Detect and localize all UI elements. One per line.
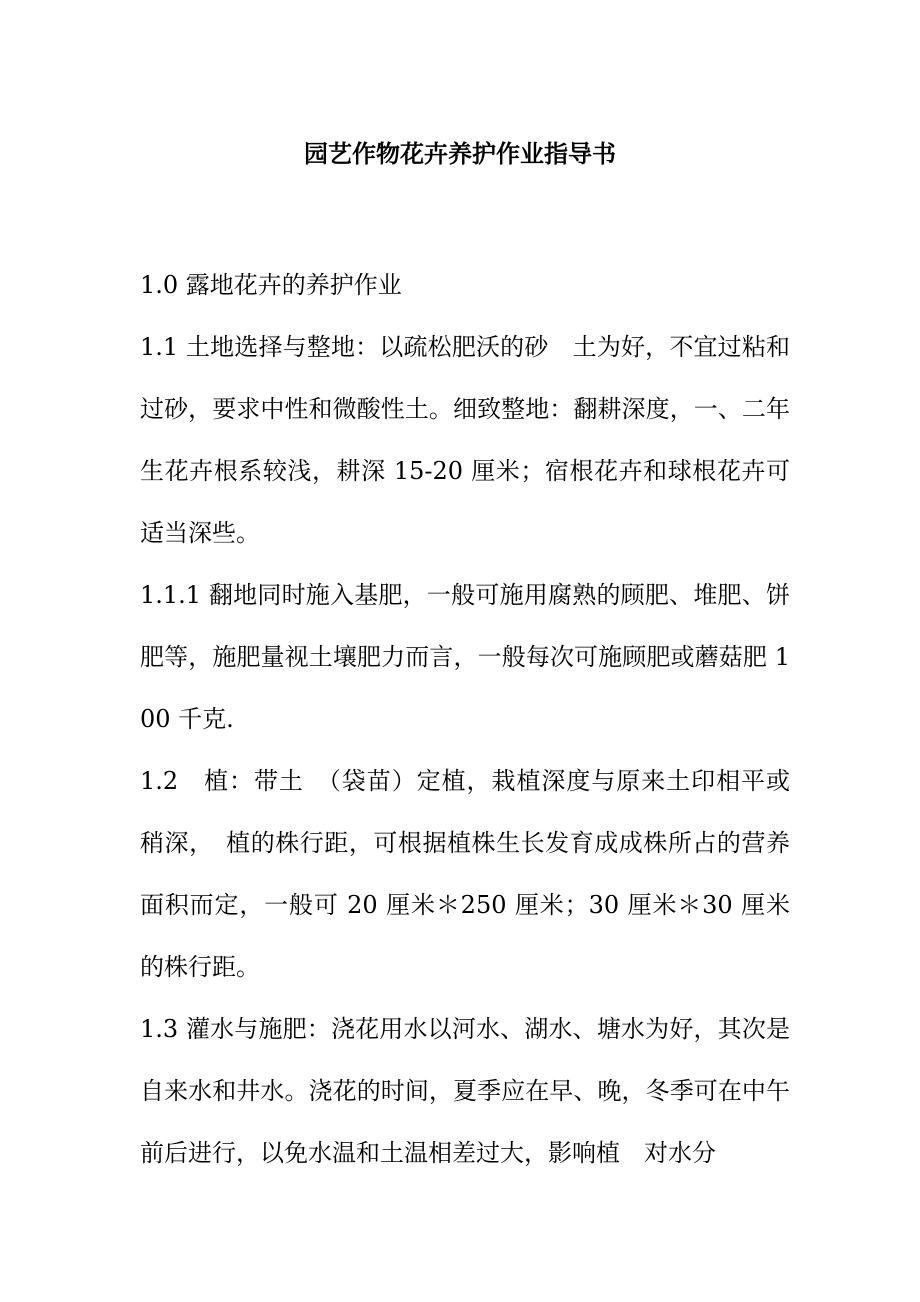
section-heading-1-0: 1.0 露地花卉的养护作业 [140, 271, 402, 299]
paragraph-1-1: 1.1 土地选择与整地：以疏松肥沃的砂 土为好，不宜过粘和过砂，要求中性和微酸性土。细致整地：翻耕深度，一、二年生花卉根系较浅，耕深 15-20 厘米；宿根花卉和球根花卉可适当深些。 [140, 333, 790, 547]
paragraph-1-1-1: 1.1.1 翻地同时施入基肥，一般可施用腐熟的顾肥、堆肥、饼肥等，施肥量视土壤肥力而言，一般每次可施顾肥或蘑菇肥 100 千克. [140, 581, 790, 733]
document-title: 园艺作物花卉养护作业指导书 [304, 139, 616, 168]
paragraph-1-3: 1.3 灌水与施肥：浇花用水以河水、湖水、塘水为好，其次是自来水和井水。浇花的时间，夏季应在早、晚，冬季可在中午前后进行，以免水温和土温相差过大，影响植 对水分 [140, 1015, 790, 1167]
paragraph-1-2: 1.2 植：带土 （袋苗）定植，栽植深度与原来土印相平或稍深， 植的株行距，可根据植株生长发育成成株所占的营养面积而定，一般可 20 厘米＊250 厘米；30 厘米＊30 厘米的株行距。 [140, 767, 790, 981]
document-body [140, 254, 790, 1184]
